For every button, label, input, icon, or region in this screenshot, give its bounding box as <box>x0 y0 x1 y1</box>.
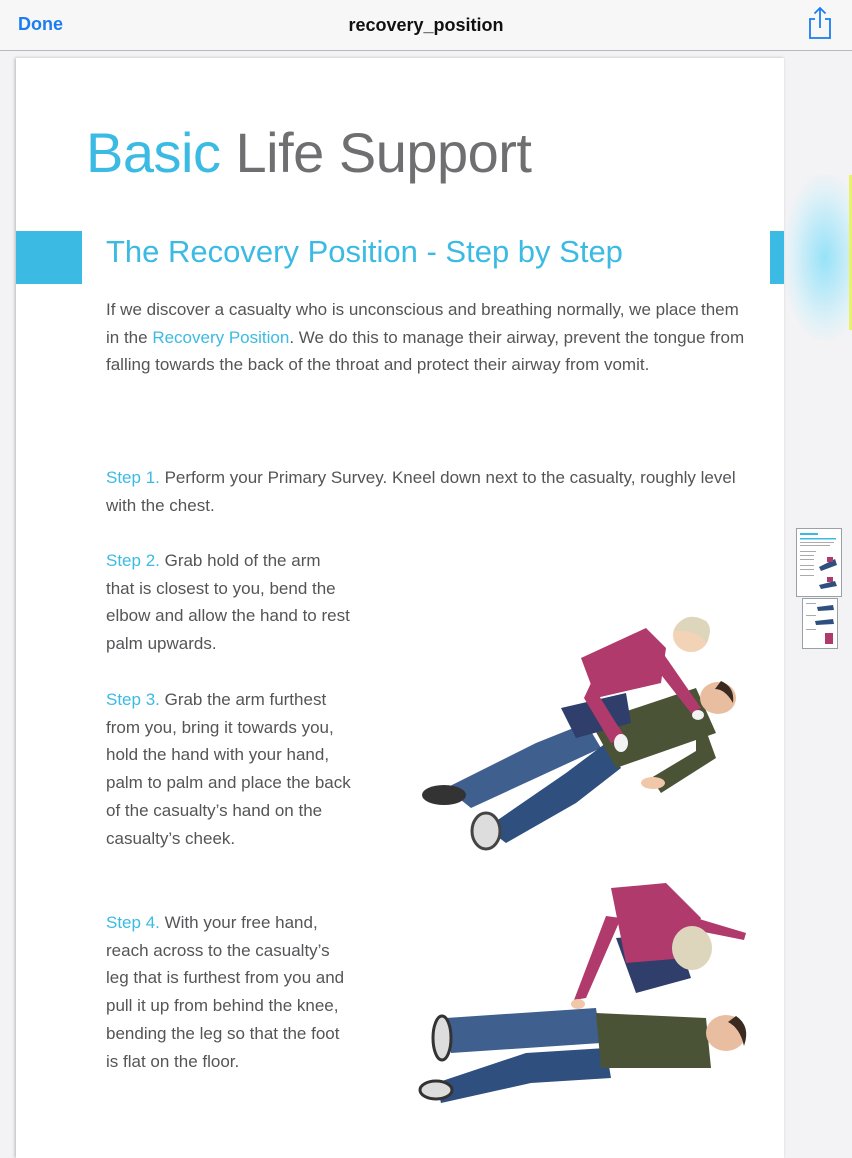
intro-text-start: If we discover a casualty who is unconscious and breathing normally, we place them in the <box>106 300 739 347</box>
navigation-bar <box>0 0 852 51</box>
recovery-position-link: Recovery Position <box>152 327 290 347</box>
step-text: With your free hand, reach across to the casualty’s leg that is furthest from you and pull it up from behind the knee, bending the leg so that the foot is flat on the floor. <box>106 913 345 1071</box>
thumbnail-page-2[interactable] <box>802 598 838 649</box>
step-label: Step 3. <box>106 690 160 709</box>
step-label: Step 1. <box>106 468 160 487</box>
page-title <box>86 120 531 185</box>
document-title: recovery_position <box>348 15 504 35</box>
document-page[interactable] <box>16 58 784 1158</box>
step-text: Grab hold of the arm that is closest to you, bend the elbow and allow the hand to rest palm upwards. <box>106 551 350 654</box>
recovery-position-photo-1 <box>416 573 746 853</box>
thumbnail-page-1[interactable] <box>796 528 842 597</box>
section-heading: The Recovery Position - Step by Step <box>106 234 623 269</box>
intro-paragraph <box>106 296 746 379</box>
title-word-basic: Basic <box>86 121 221 184</box>
step-3-paragraph <box>106 686 351 852</box>
done-button[interactable]: Done <box>18 14 63 34</box>
share-icon[interactable] <box>806 6 834 40</box>
recovery-position-photo-2 <box>406 878 751 1108</box>
step-text: Grab the arm furthest from you, bring it towards you, hold the hand with your hand, palm to palm and place the back of the casualty’s hand on the casualty’s cheek. <box>106 690 351 848</box>
heading-accent-bar-right <box>770 231 784 284</box>
step-text: Perform your Primary Survey. Kneel down next to the casualty, roughly level with the chest. <box>106 468 736 515</box>
step-4-paragraph <box>106 909 351 1075</box>
title-word-life-support: Life Support <box>235 121 532 184</box>
step-1-paragraph <box>106 464 746 519</box>
heading-accent-bar-left <box>16 231 82 284</box>
step-label: Step 4. <box>106 913 160 932</box>
scroll-glow <box>784 175 852 340</box>
step-2-paragraph <box>106 547 351 658</box>
intro-text-end: . We do this to manage their airway, prevent the tongue from falling towards the back of the throat and protect their airway from vomit. <box>106 327 745 375</box>
step-label: Step 2. <box>106 551 160 570</box>
